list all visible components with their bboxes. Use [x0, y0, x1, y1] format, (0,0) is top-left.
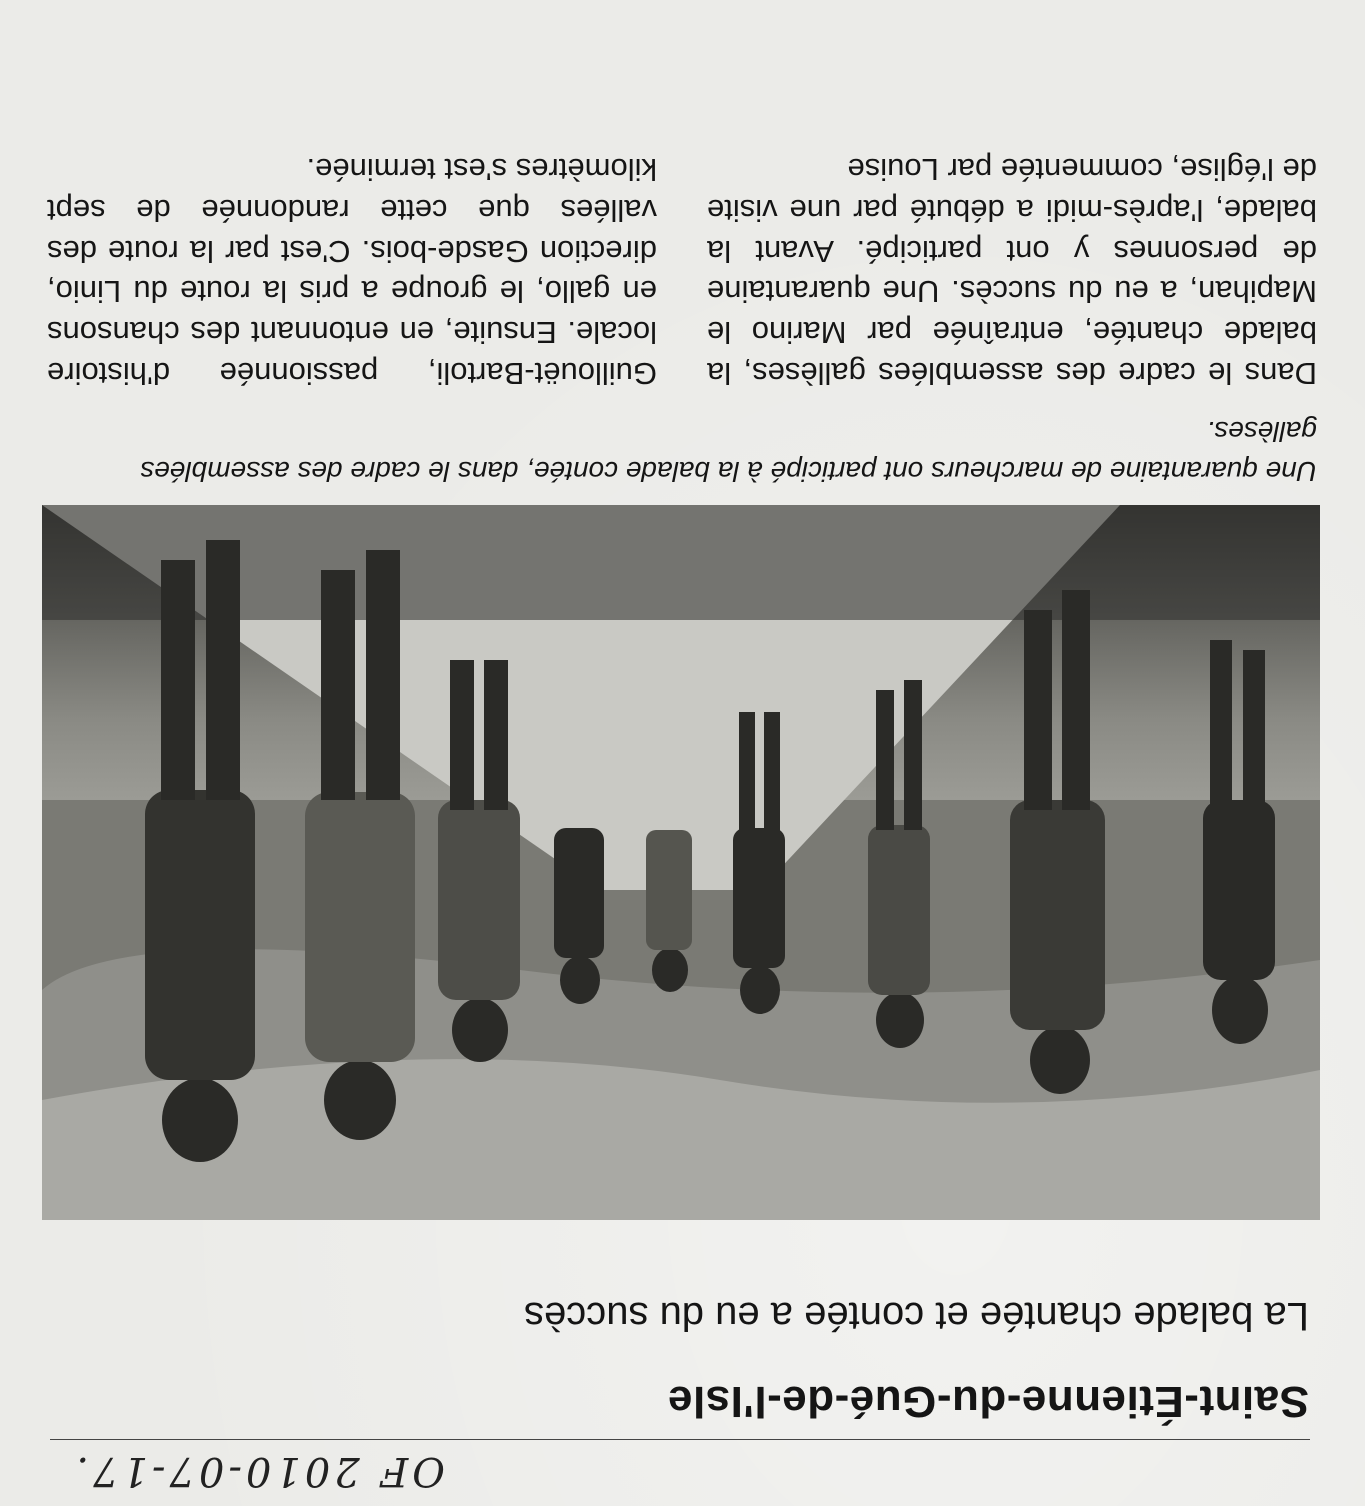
- article-headline: La balade chantée et contée a eu du succès: [523, 1294, 1309, 1338]
- walkers-photo-illustration: [42, 505, 1320, 1220]
- article-photo: [42, 505, 1320, 1220]
- article-paragraph-left: Dans le cadre des assemblées gallèses, la balade chantée, entraînée par Marino le Mapihan, a eu du succès. Une quarantaine de personnes y ont participé. Avant la balade, l'après-midi a débuté par une visite de l'église, commentée par Louise: [707, 152, 1317, 391]
- article-paragraph-right: Guillouët-Bartoli, passionnée d'histoire locale. Ensuite, en entonnant des chansons en gallo, le groupe a pris la route du Linio, direction Gasde-bois. C'est par la route des vallées que cette randonnée de sept kilomètres s'est terminée.: [47, 152, 657, 391]
- article-column-left: [707, 148, 1317, 393]
- header-rule: [50, 1439, 1310, 1440]
- town-title: Saint-Étienne-du-Gué-de-l'Isle: [667, 1377, 1309, 1426]
- photo-caption: Une quarantaine de marcheurs ont participé à la balade contée, dans le cadre des assemblées gallèses.: [140, 416, 1317, 487]
- handwritten-date-note: OF 2010-07-17.: [72, 1448, 445, 1494]
- article-column-right: [47, 148, 657, 393]
